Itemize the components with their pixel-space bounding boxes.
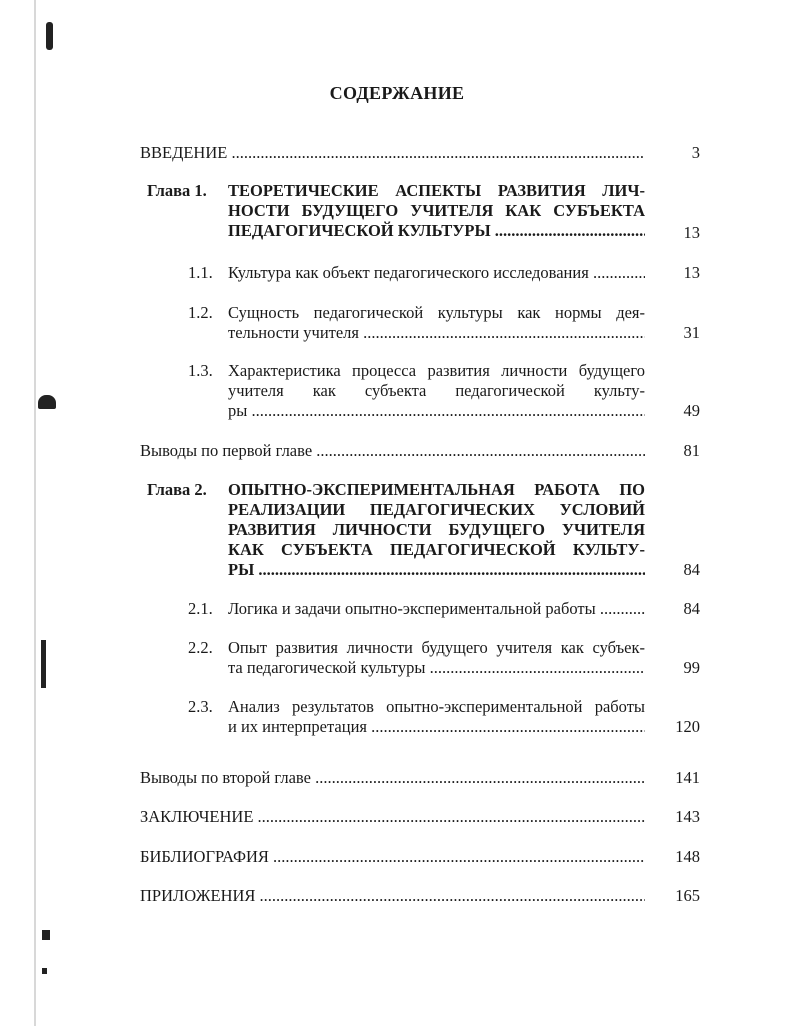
chapter-title (228, 480, 645, 580)
page-title: СОДЕРЖАНИЕ (329, 83, 465, 103)
chapter-title-line: РАЗВИТИЯ ЛИЧНОСТИ БУДУЩЕГО УЧИТЕЛЯ (228, 520, 645, 539)
page-number: 49 (683, 401, 700, 420)
page-number: 84 (683, 560, 700, 579)
section-title-line: Анализ результатов опытно-экспериментальной работы (228, 697, 645, 716)
page-number: 148 (675, 847, 700, 866)
section-title-line: ры ..... (228, 401, 645, 421)
section-number: 2.2. (188, 638, 213, 657)
section-title (228, 303, 645, 343)
section-title-line: Опыт развития личности будущего учителя как субъек- (228, 638, 645, 657)
chapter-label: Глава 2. (147, 480, 207, 499)
toc-chapter-2[interactable] (140, 480, 700, 580)
page-number: 143 (675, 807, 700, 826)
page-number: 141 (675, 768, 700, 787)
section-title-line: Сущность педагогической культуры как нормы дея- (228, 303, 645, 322)
toc-entry-text: БИБЛИОГРАФИЯ ..... (140, 847, 645, 867)
section-title (228, 638, 645, 678)
toc-section-2-3[interactable] (140, 697, 700, 737)
chapter-title-line: КАК СУБЪЕКТА ПЕДАГОГИЧЕСКОЙ КУЛЬТУ- (228, 540, 645, 559)
toc-section-1-3[interactable] (140, 361, 700, 421)
toc-entry-conclusions-1[interactable] (140, 441, 700, 461)
chapter-title-line: ОПЫТНО-ЭКСПЕРИМЕНТАЛЬНАЯ РАБОТА ПО (228, 480, 645, 499)
section-title (228, 599, 645, 619)
scan-mark (41, 640, 46, 688)
chapter-label: Глава 1. (147, 181, 207, 200)
toc-entry-text: Выводы по первой главе ..... (140, 441, 645, 461)
scan-mark (42, 968, 47, 974)
toc-entry-text: ПРИЛОЖЕНИЯ ..... (140, 886, 645, 906)
page-number: 13 (683, 223, 700, 242)
section-title-line: Логика и задачи опытно-экспериментальной работы ..... (228, 599, 645, 619)
page-number: 3 (691, 143, 700, 162)
section-title-line: та педагогической культуры ..... (228, 658, 645, 678)
section-title (228, 263, 645, 283)
section-title-line: тельности учителя ..... (228, 323, 645, 343)
scan-mark (42, 930, 50, 940)
page-number: 120 (675, 717, 700, 736)
toc-entry-conclusion[interactable] (140, 807, 700, 827)
section-title-line: Культура как объект педагогического исследования ..... (228, 263, 645, 283)
toc-section-1-1[interactable] (140, 263, 700, 283)
scan-mark (46, 22, 53, 50)
toc-entry-text: Выводы по второй главе ..... (140, 768, 645, 788)
section-number: 2.3. (188, 697, 213, 716)
toc-entry-bibliography[interactable] (140, 847, 700, 867)
chapter-title-line: НОСТИ БУДУЩЕГО УЧИТЕЛЯ КАК СУБЪЕКТА (228, 201, 645, 220)
scan-edge (34, 0, 36, 1026)
chapter-title-line: РЕАЛИЗАЦИИ ПЕДАГОГИЧЕСКИХ УСЛОВИЙ (228, 500, 645, 519)
chapter-title-line: ТЕОРЕТИЧЕСКИЕ АСПЕКТЫ РАЗВИТИЯ ЛИЧ- (228, 181, 645, 200)
page-number: 81 (683, 441, 700, 460)
toc-entry-text: ВВЕДЕНИЕ ..... (140, 143, 645, 163)
scan-mark (38, 395, 56, 409)
section-number: 1.1. (188, 263, 213, 282)
page-number: 165 (675, 886, 700, 905)
page-number: 99 (683, 658, 700, 677)
chapter-title-line: ПЕДАГОГИЧЕСКОЙ КУЛЬТУРЫ ..... (228, 221, 645, 241)
chapter-title-line: РЫ ..... (228, 560, 645, 580)
section-number: 1.3. (188, 361, 213, 380)
page-number: 31 (683, 323, 700, 342)
section-title (228, 697, 645, 737)
toc-entry-conclusions-2[interactable] (140, 768, 700, 788)
page-number: 13 (683, 263, 700, 282)
toc-section-2-1[interactable] (140, 599, 700, 619)
toc-entry-intro[interactable] (140, 143, 700, 163)
section-title-line: учителя как субъекта педагогической культу- (228, 381, 645, 400)
section-number: 2.1. (188, 599, 213, 618)
toc-chapter-1[interactable] (140, 181, 700, 243)
section-title-line: и их интерпретация ..... (228, 717, 645, 737)
section-number: 1.2. (188, 303, 213, 322)
section-title (228, 361, 645, 421)
toc-entry-text: ЗАКЛЮЧЕНИЕ ..... (140, 807, 645, 827)
chapter-title (228, 181, 645, 241)
toc-section-2-2[interactable] (140, 638, 700, 678)
toc-entry-appendices[interactable] (140, 886, 700, 906)
section-title-line: Характеристика процесса развития личности будущего (228, 361, 645, 380)
page-number: 84 (683, 599, 700, 618)
toc-section-1-2[interactable] (140, 303, 700, 343)
